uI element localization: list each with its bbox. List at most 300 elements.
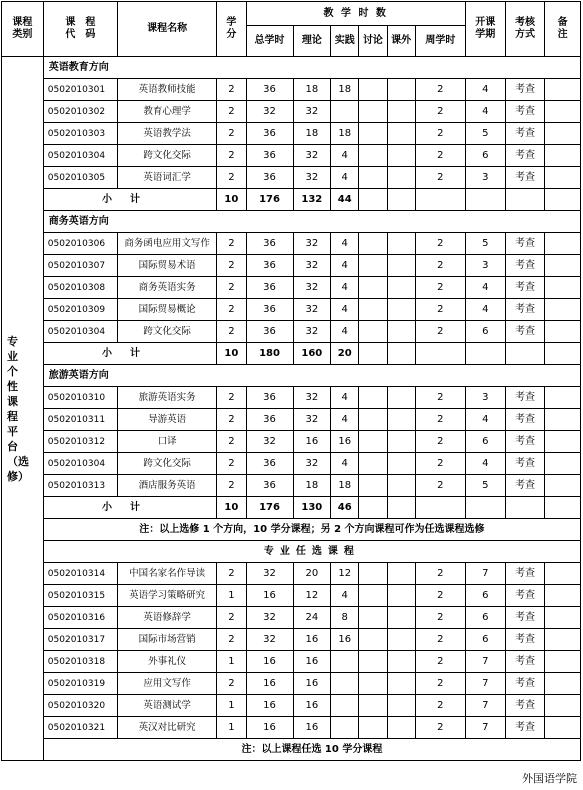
course-theory-hours: 16 (293, 695, 331, 717)
course-total-hours: 32 (246, 607, 293, 629)
course-total-hours: 36 (246, 475, 293, 497)
course-credit: 2 (217, 123, 246, 145)
subtotal-theory-hours: 160 (293, 343, 331, 365)
course-credit: 2 (217, 277, 246, 299)
course-total-hours: 16 (246, 673, 293, 695)
course-name: 跨文化交际 (117, 453, 216, 475)
course-extra-hours (387, 145, 415, 167)
course-code: 0502010321 (43, 717, 117, 739)
elective-title: 专业任选课程 (43, 541, 580, 563)
course-remark (545, 101, 581, 123)
course-extra-hours (387, 453, 415, 475)
course-remark (545, 79, 581, 101)
course-practice-hours: 4 (331, 145, 359, 167)
course-remark (545, 277, 581, 299)
table-row (2, 629, 581, 651)
course-semester: 6 (465, 321, 505, 343)
note-row (2, 519, 581, 541)
course-name: 导游英语 (117, 409, 216, 431)
course-remark (545, 717, 581, 739)
course-practice-hours: 18 (331, 475, 359, 497)
header-code: 课 程 代 码 (43, 2, 117, 57)
course-theory-hours: 32 (293, 233, 331, 255)
course-semester: 5 (465, 233, 505, 255)
header-semester: 开课 学期 (465, 2, 505, 57)
course-discuss-hours (359, 321, 387, 343)
course-semester: 5 (465, 123, 505, 145)
course-total-hours: 36 (246, 453, 293, 475)
course-practice-hours: 4 (331, 277, 359, 299)
course-assessment: 考查 (505, 585, 545, 607)
course-weekly-hours: 2 (415, 277, 465, 299)
course-semester: 4 (465, 101, 505, 123)
course-weekly-hours: 2 (415, 79, 465, 101)
course-semester: 4 (465, 299, 505, 321)
course-practice-hours (331, 673, 359, 695)
elective-title-row (2, 541, 581, 563)
course-code: 0502010313 (43, 475, 117, 497)
course-credit: 2 (217, 673, 246, 695)
table-row (2, 233, 581, 255)
course-theory-hours: 24 (293, 607, 331, 629)
subtotal-practice-hours: 44 (331, 189, 359, 211)
course-assessment: 考查 (505, 387, 545, 409)
subtotal-row (2, 343, 581, 365)
subtotal-theory-hours: 130 (293, 497, 331, 519)
course-weekly-hours: 2 (415, 145, 465, 167)
course-code: 0502010303 (43, 123, 117, 145)
course-weekly-hours: 2 (415, 321, 465, 343)
subtotal-label-text: 小计 (102, 501, 159, 513)
course-extra-hours (387, 409, 415, 431)
course-weekly-hours: 2 (415, 563, 465, 585)
course-name: 国际贸易概论 (117, 299, 216, 321)
header-remark: 备 注 (545, 2, 581, 57)
course-code: 0502010314 (43, 563, 117, 585)
course-assessment: 考查 (505, 673, 545, 695)
course-assessment: 考查 (505, 255, 545, 277)
course-discuss-hours (359, 431, 387, 453)
course-credit: 1 (217, 651, 246, 673)
course-name: 教育心理学 (117, 101, 216, 123)
course-code: 0502010319 (43, 673, 117, 695)
course-theory-hours: 32 (293, 255, 331, 277)
subtotal-empty-cell (359, 497, 387, 519)
subtotal-empty-cell (505, 497, 545, 519)
course-remark (545, 431, 581, 453)
header-row-1 (2, 2, 581, 26)
course-name: 旅游英语实务 (117, 387, 216, 409)
course-extra-hours (387, 585, 415, 607)
course-code: 0502010306 (43, 233, 117, 255)
course-weekly-hours: 2 (415, 629, 465, 651)
course-credit: 2 (217, 255, 246, 277)
course-credit: 2 (217, 145, 246, 167)
course-extra-hours (387, 431, 415, 453)
course-remark (545, 387, 581, 409)
course-credit: 2 (217, 629, 246, 651)
course-credit: 1 (217, 717, 246, 739)
course-total-hours: 32 (246, 101, 293, 123)
course-extra-hours (387, 717, 415, 739)
course-discuss-hours (359, 475, 387, 497)
course-semester: 4 (465, 453, 505, 475)
subtotal-empty-cell (415, 497, 465, 519)
course-total-hours: 16 (246, 651, 293, 673)
subtotal-empty-cell (387, 343, 415, 365)
header-total: 总学时 (246, 26, 293, 57)
course-weekly-hours: 2 (415, 167, 465, 189)
course-semester: 6 (465, 145, 505, 167)
course-code: 0502010304 (43, 453, 117, 475)
section-title: 旅游英语方向 (43, 365, 580, 387)
course-name: 商务函电应用文写作 (117, 233, 216, 255)
course-extra-hours (387, 651, 415, 673)
course-name: 英语教师技能 (117, 79, 216, 101)
subtotal-credit: 10 (217, 497, 246, 519)
course-total-hours: 32 (246, 431, 293, 453)
course-credit: 1 (217, 585, 246, 607)
subtotal-empty-cell (545, 343, 581, 365)
course-semester: 3 (465, 255, 505, 277)
course-discuss-hours (359, 387, 387, 409)
course-total-hours: 32 (246, 563, 293, 585)
course-credit: 2 (217, 233, 246, 255)
course-assessment: 考查 (505, 717, 545, 739)
course-theory-hours: 32 (293, 321, 331, 343)
course-name: 英语测试学 (117, 695, 216, 717)
course-theory-hours: 16 (293, 629, 331, 651)
table-row (2, 387, 581, 409)
subtotal-theory-hours: 132 (293, 189, 331, 211)
direction-note: 注：以上选修 1 个方向，10 学分课程；另 2 个方向课程可作为任选课程选修 (43, 519, 580, 541)
course-remark (545, 695, 581, 717)
course-extra-hours (387, 475, 415, 497)
course-remark (545, 321, 581, 343)
course-assessment: 考查 (505, 453, 545, 475)
course-discuss-hours (359, 277, 387, 299)
course-assessment: 考查 (505, 167, 545, 189)
subtotal-credit: 10 (217, 343, 246, 365)
course-credit: 2 (217, 453, 246, 475)
course-practice-hours: 18 (331, 123, 359, 145)
course-practice-hours: 18 (331, 79, 359, 101)
course-theory-hours: 18 (293, 475, 331, 497)
course-assessment: 考查 (505, 651, 545, 673)
course-credit: 2 (217, 431, 246, 453)
course-theory-hours: 20 (293, 563, 331, 585)
elective-note: 注：以上课程任选 10 学分课程 (43, 739, 580, 761)
course-extra-hours (387, 255, 415, 277)
course-code: 0502010312 (43, 431, 117, 453)
course-theory-hours: 32 (293, 409, 331, 431)
subtotal-total-hours: 176 (246, 189, 293, 211)
course-theory-hours: 18 (293, 123, 331, 145)
table-row (2, 563, 581, 585)
course-extra-hours (387, 321, 415, 343)
course-remark (545, 453, 581, 475)
subtotal-empty-cell (359, 189, 387, 211)
course-weekly-hours: 2 (415, 101, 465, 123)
course-credit: 2 (217, 79, 246, 101)
course-weekly-hours: 2 (415, 233, 465, 255)
course-theory-hours: 16 (293, 651, 331, 673)
course-practice-hours (331, 651, 359, 673)
course-extra-hours (387, 233, 415, 255)
header-category: 课程 类别 (2, 2, 44, 57)
course-assessment: 考查 (505, 299, 545, 321)
course-semester: 3 (465, 167, 505, 189)
course-discuss-hours (359, 167, 387, 189)
course-credit: 2 (217, 101, 246, 123)
course-code: 0502010318 (43, 651, 117, 673)
note-row (2, 739, 581, 761)
course-weekly-hours: 2 (415, 387, 465, 409)
course-discuss-hours (359, 299, 387, 321)
course-code: 0502010317 (43, 629, 117, 651)
course-credit: 2 (217, 409, 246, 431)
course-code: 0502010311 (43, 409, 117, 431)
course-remark (545, 123, 581, 145)
subtotal-row (2, 189, 581, 211)
subtotal-empty-cell (359, 343, 387, 365)
course-extra-hours (387, 167, 415, 189)
course-practice-hours: 8 (331, 607, 359, 629)
course-theory-hours: 32 (293, 387, 331, 409)
subtotal-empty-cell (545, 497, 581, 519)
course-credit: 2 (217, 563, 246, 585)
course-practice-hours: 12 (331, 563, 359, 585)
course-semester: 4 (465, 79, 505, 101)
header-name: 课程名称 (117, 2, 216, 57)
course-credit: 2 (217, 321, 246, 343)
course-code: 0502010304 (43, 145, 117, 167)
course-semester: 7 (465, 717, 505, 739)
subtotal-empty-cell (387, 497, 415, 519)
course-extra-hours (387, 673, 415, 695)
course-total-hours: 36 (246, 255, 293, 277)
course-name: 国际市场营销 (117, 629, 216, 651)
course-name: 跨文化交际 (117, 145, 216, 167)
course-remark (545, 145, 581, 167)
course-code: 0502010310 (43, 387, 117, 409)
course-code: 0502010304 (43, 321, 117, 343)
course-name: 跨文化交际 (117, 321, 216, 343)
course-assessment: 考查 (505, 321, 545, 343)
course-theory-hours: 32 (293, 277, 331, 299)
course-total-hours: 16 (246, 717, 293, 739)
course-practice-hours: 16 (331, 629, 359, 651)
course-assessment: 考查 (505, 563, 545, 585)
subtotal-empty-cell (415, 343, 465, 365)
subtotal-label-text: 小计 (102, 193, 159, 205)
course-remark (545, 475, 581, 497)
course-practice-hours: 4 (331, 321, 359, 343)
course-weekly-hours: 2 (415, 255, 465, 277)
table-row (2, 277, 581, 299)
course-weekly-hours: 2 (415, 651, 465, 673)
subtotal-total-hours: 176 (246, 497, 293, 519)
course-assessment: 考查 (505, 695, 545, 717)
course-theory-hours: 16 (293, 673, 331, 695)
course-total-hours: 16 (246, 695, 293, 717)
course-remark (545, 299, 581, 321)
course-discuss-hours (359, 607, 387, 629)
course-extra-hours (387, 387, 415, 409)
course-name: 国际贸易术语 (117, 255, 216, 277)
course-extra-hours (387, 629, 415, 651)
course-weekly-hours: 2 (415, 475, 465, 497)
subtotal-practice-hours: 20 (331, 343, 359, 365)
course-semester: 4 (465, 277, 505, 299)
table-row (2, 453, 581, 475)
course-total-hours: 36 (246, 145, 293, 167)
subtotal-label-text: 小计 (102, 347, 159, 359)
course-practice-hours: 4 (331, 255, 359, 277)
course-theory-hours: 32 (293, 167, 331, 189)
section-title: 英语教育方向 (43, 57, 580, 79)
course-remark (545, 255, 581, 277)
table-row (2, 673, 581, 695)
course-semester: 4 (465, 409, 505, 431)
subtotal-empty-cell (545, 189, 581, 211)
course-weekly-hours: 2 (415, 695, 465, 717)
course-assessment: 考查 (505, 629, 545, 651)
course-weekly-hours: 2 (415, 409, 465, 431)
course-name: 英汉对比研究 (117, 717, 216, 739)
subtotal-label (43, 189, 216, 211)
course-discuss-hours (359, 717, 387, 739)
table-row (2, 607, 581, 629)
course-weekly-hours: 2 (415, 299, 465, 321)
course-discuss-hours (359, 409, 387, 431)
course-remark (545, 585, 581, 607)
course-theory-hours: 32 (293, 145, 331, 167)
course-assessment: 考查 (505, 79, 545, 101)
course-discuss-hours (359, 255, 387, 277)
header-extra: 课外 (387, 26, 415, 57)
course-extra-hours (387, 607, 415, 629)
course-practice-hours (331, 717, 359, 739)
course-discuss-hours (359, 695, 387, 717)
course-credit: 1 (217, 695, 246, 717)
course-total-hours: 36 (246, 299, 293, 321)
course-semester: 6 (465, 431, 505, 453)
section-title: 商务英语方向 (43, 211, 580, 233)
course-weekly-hours: 2 (415, 431, 465, 453)
course-practice-hours (331, 695, 359, 717)
table-row (2, 145, 581, 167)
course-theory-hours: 18 (293, 79, 331, 101)
course-theory-hours: 32 (293, 299, 331, 321)
header-hours-group: 教 学 时 数 (246, 2, 465, 26)
course-code: 0502010308 (43, 277, 117, 299)
table-row (2, 431, 581, 453)
course-credit: 2 (217, 475, 246, 497)
subtotal-empty-cell (465, 497, 505, 519)
table-row (2, 651, 581, 673)
footer-college-label: 外国语学院 (522, 772, 577, 785)
course-code: 0502010320 (43, 695, 117, 717)
table-row (2, 695, 581, 717)
subtotal-empty-cell (465, 189, 505, 211)
course-code: 0502010305 (43, 167, 117, 189)
subtotal-empty-cell (415, 189, 465, 211)
course-discuss-hours (359, 585, 387, 607)
subtotal-total-hours: 180 (246, 343, 293, 365)
course-weekly-hours: 2 (415, 123, 465, 145)
course-name: 英语学习策略研究 (117, 585, 216, 607)
course-theory-hours: 32 (293, 453, 331, 475)
course-semester: 7 (465, 563, 505, 585)
course-code: 0502010315 (43, 585, 117, 607)
subtotal-practice-hours: 46 (331, 497, 359, 519)
course-discuss-hours (359, 629, 387, 651)
course-credit: 2 (217, 167, 246, 189)
platform-category-cell (2, 57, 44, 761)
course-assessment: 考查 (505, 607, 545, 629)
table-row (2, 409, 581, 431)
course-credit: 2 (217, 607, 246, 629)
course-total-hours: 36 (246, 233, 293, 255)
course-remark (545, 563, 581, 585)
header-weekly: 周学时 (415, 26, 465, 57)
subtotal-empty-cell (505, 343, 545, 365)
header-credit: 学 分 (217, 2, 246, 57)
course-extra-hours (387, 563, 415, 585)
course-practice-hours: 4 (331, 167, 359, 189)
platform-category-label: 专业个性课程平台（选修） (7, 334, 29, 483)
course-total-hours: 36 (246, 321, 293, 343)
course-assessment: 考查 (505, 277, 545, 299)
course-theory-hours: 16 (293, 431, 331, 453)
course-semester: 7 (465, 651, 505, 673)
course-extra-hours (387, 79, 415, 101)
course-weekly-hours: 2 (415, 673, 465, 695)
course-practice-hours: 4 (331, 299, 359, 321)
course-remark (545, 629, 581, 651)
course-credit: 2 (217, 387, 246, 409)
course-semester: 6 (465, 629, 505, 651)
course-discuss-hours (359, 79, 387, 101)
course-assessment: 考查 (505, 123, 545, 145)
section-title-row (2, 365, 581, 387)
course-code: 0502010316 (43, 607, 117, 629)
course-remark (545, 651, 581, 673)
table-row (2, 167, 581, 189)
course-total-hours: 32 (246, 629, 293, 651)
course-name: 英语词汇学 (117, 167, 216, 189)
subtotal-credit: 10 (217, 189, 246, 211)
course-total-hours: 16 (246, 585, 293, 607)
course-total-hours: 36 (246, 79, 293, 101)
course-assessment: 考查 (505, 101, 545, 123)
subtotal-label (43, 343, 216, 365)
curriculum-table (1, 1, 581, 761)
course-discuss-hours (359, 563, 387, 585)
course-weekly-hours: 2 (415, 585, 465, 607)
course-theory-hours: 12 (293, 585, 331, 607)
header-practice: 实践 (331, 26, 359, 57)
course-practice-hours: 4 (331, 233, 359, 255)
course-remark (545, 233, 581, 255)
subtotal-row (2, 497, 581, 519)
course-semester: 7 (465, 673, 505, 695)
course-theory-hours: 32 (293, 101, 331, 123)
course-discuss-hours (359, 673, 387, 695)
course-credit: 2 (217, 299, 246, 321)
subtotal-label (43, 497, 216, 519)
